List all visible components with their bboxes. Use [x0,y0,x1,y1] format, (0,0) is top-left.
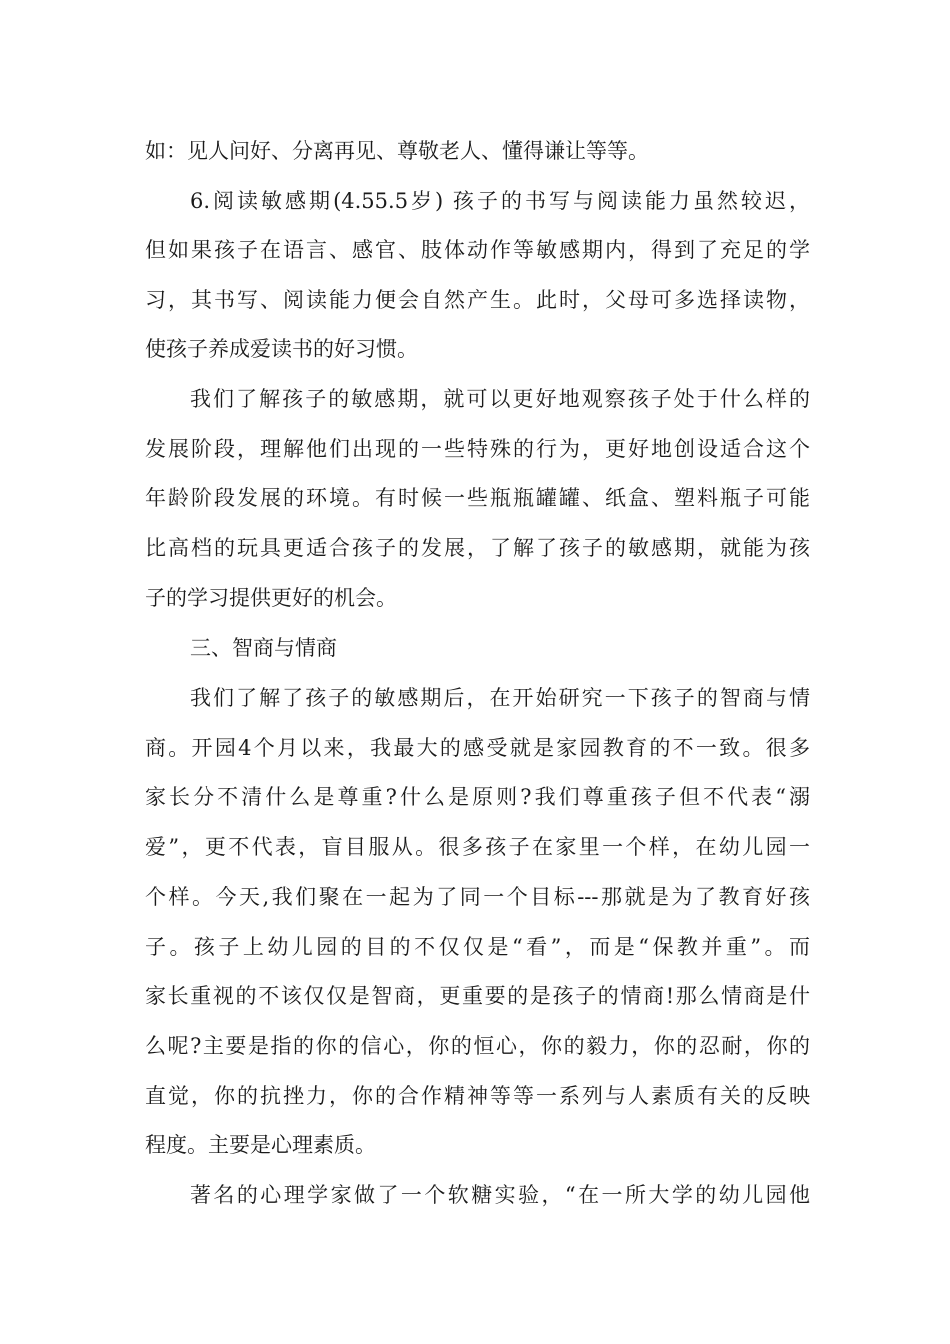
text-line: 发展阶段，理解他们出现的一些特殊的行为，更好地创设适合这个 [145,437,810,461]
text-line: 我们了解了孩子的敏感期后，在开始研究一下孩子的智商与情 [190,686,810,710]
text-line: 使孩子养成爱读书的好习惯。 [145,337,418,361]
text-line: 6.阅读敏感期(4.55.5岁) 孩子的书写与阅读能力虽然较迟， [190,189,810,213]
text-line: 直觉，你的抗挫力，你的合作精神等等一系列与人素质有关的反映 [145,1084,810,1108]
text-line: 比高档的玩具更适合孩子的发展，了解了孩子的敏感期，就能为孩 [145,536,810,560]
text-line: 我们了解孩子的敏感期，就可以更好地观察孩子处于什么样的 [190,387,810,411]
text-line: 著名的心理学家做了一个软糖实验，“在一所大学的幼儿园他 [190,1183,810,1207]
text-line: 年龄阶段发展的环境。有时候一些瓶瓶罐罐、纸盒、塑料瓶子可能 [145,486,810,510]
text-line: 但如果孩子在语言、感官、肢体动作等敏感期内，得到了充足的学 [145,238,810,262]
text-line: 个样。今天,我们聚在一起为了同一个目标---那就是为了教育好孩 [145,885,810,909]
text-line: 子。孩子上幼儿园的目的不仅仅是“看”，而是“保教并重”。而 [145,935,810,959]
text-line: 爱”，更不代表，盲目服从。很多孩子在家里一个样，在幼儿园一 [145,835,810,859]
text-line: 商。开园4个月以来，我最大的感受就是家园教育的不一致。很多 [145,736,810,760]
text-line: 么呢?主要是指的你的信心，你的恒心，你的毅力，你的忍耐，你的 [145,1034,810,1058]
text-line: 子的学习提供更好的机会。 [145,586,397,610]
text-line: 家长分不清什么是尊重?什么是原则?我们尊重孩子但不代表“溺 [145,785,810,809]
text-line: 如：见人问好、分离再见、尊敬老人、懂得谦让等等。 [145,139,649,163]
text-line: 习，其书写、阅读能力便会自然产生。此时，父母可多选择读物， [145,288,810,312]
text-line: 家长重视的不该仅仅是智商，更重要的是孩子的情商!那么情商是什 [145,984,810,1008]
text-line: 程度。主要是心理素质。 [145,1133,376,1157]
section-heading: 三、智商与情商 [190,636,337,660]
